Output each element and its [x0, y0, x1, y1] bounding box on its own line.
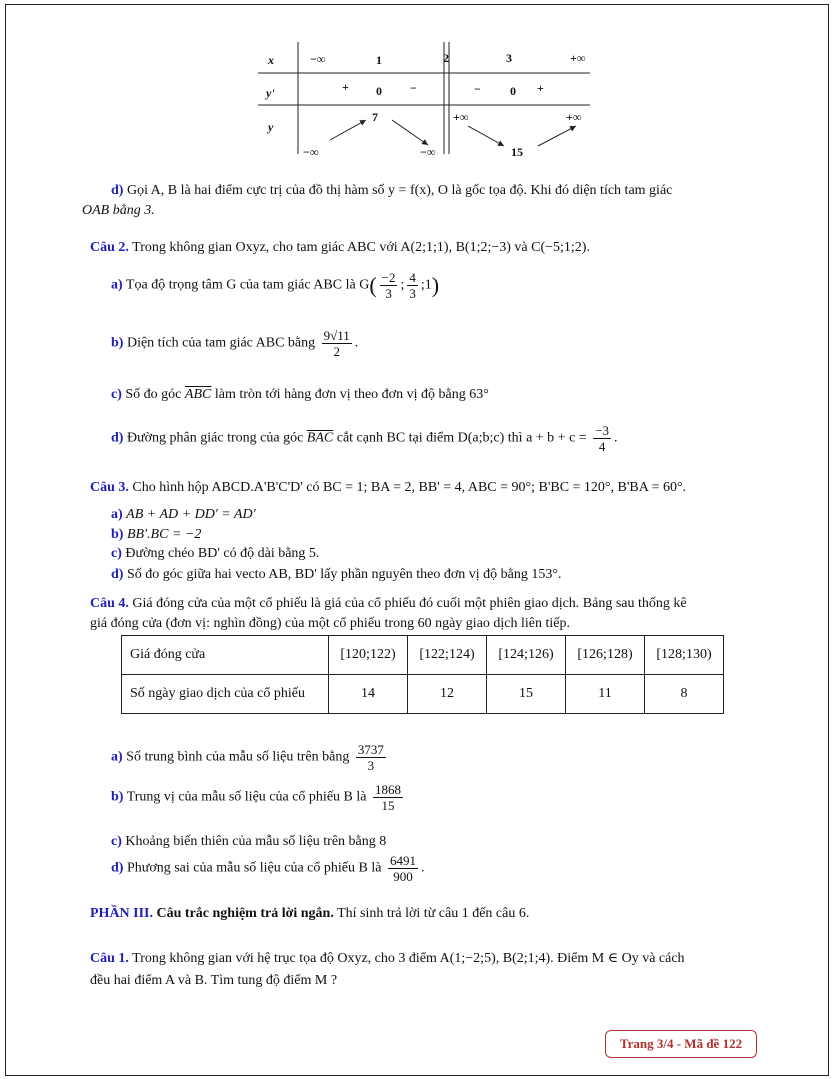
cau4-b-frac: $\frac{1868}{15}$: [374, 782, 401, 813]
table-cell: [126;128): [566, 636, 645, 675]
vt-y-minf-left: −∞: [303, 145, 319, 159]
table-cell: 8: [645, 675, 724, 714]
cau2-d-frac: $\frac{-3}{4}$: [595, 423, 610, 454]
cau4-b: [111, 782, 406, 813]
cau4-a: [111, 742, 389, 773]
vt-sign-4: 0: [510, 84, 516, 98]
page-number-badge: Trang 3/4 - Mã đề 122: [605, 1030, 757, 1058]
vt-x-0: −∞: [310, 52, 326, 66]
vt-sign-1: 0: [376, 84, 382, 98]
cau3-stem-text: Cho hình hộp ABCD.A'B'C'D' có BC = 1; BA = 2, BB' = 4,: [132, 480, 466, 495]
cau3-c: [111, 546, 319, 562]
cau3-a-label: a): [111, 507, 123, 522]
cau3-b: [111, 527, 201, 543]
part3-desc: Thí sinh trả lời từ câu 1 đến câu 6.: [337, 906, 530, 921]
vt-y-pinf-right: +∞: [566, 110, 582, 124]
cau4-d-frac: $\frac{6491}{900}$: [389, 853, 416, 884]
cau2-a-frac1: $\frac{-2}{3}$: [381, 270, 396, 301]
cau2-a: a) Tọa độ trọng tâm G của tam giác ABC là G( $\frac{-2}{3}$ ; $\frac{4}{3}$ ;1): [111, 270, 440, 301]
q1d-label: d): [111, 183, 124, 198]
cau3-d-label: d): [111, 567, 124, 582]
vt-y-min: 15: [511, 145, 523, 159]
vt-x-3: 3: [506, 51, 512, 65]
table-cell: 14: [329, 675, 408, 714]
cau2-c-angle: $\overline{ABC}$: [184, 387, 212, 402]
part3-title: Câu trắc nghiệm trả lời ngắn.: [156, 906, 334, 921]
cau2-stem-text: Trong không gian Oxyz, cho tam giác ABC với A(2;1;1), B(1;2;−3) và C(−5;1;2).: [132, 240, 590, 255]
vt-yp-label: y': [266, 86, 275, 100]
cau2-stem: [90, 240, 590, 256]
stock-price-table: [121, 635, 724, 714]
vt-x-4: +∞: [570, 51, 586, 65]
cau4-label: Câu 4.: [90, 596, 129, 611]
cau4-a-label: a): [111, 749, 123, 765]
cau3-stem: [90, 480, 686, 496]
cau2-d-angle: $\overline{BAC}$: [306, 430, 334, 446]
cau4-d-label: d): [111, 860, 124, 876]
vt-sign-3: −: [474, 82, 481, 96]
p3q1-label: Câu 1.: [90, 951, 129, 966]
vt-sign-0: +: [342, 80, 349, 94]
cau4-a-frac: $\frac{3737}{3}$: [357, 742, 384, 773]
table-cell: [122;124): [408, 636, 487, 675]
cau4-b-text: Trung vị của mẫu số liệu của cổ phiếu B là: [126, 789, 367, 805]
cau2-c-text1: Số đo góc: [125, 387, 182, 402]
table-cell: [124;126): [487, 636, 566, 675]
table-header-price: Giá đóng cửa: [122, 636, 329, 675]
vt-y-minf-2: −∞: [420, 145, 436, 159]
cau3-a-text: AB + AD + DD' = AD': [126, 507, 256, 522]
cau2-b: b) Diện tích của tam giác ABC bằng $\frac{9√11}{2}$ .: [111, 328, 359, 359]
vt-sign-5: +: [537, 81, 544, 95]
cau2-d: d) Đường phân giác trong của góc $\overline{BAC}$ cắt cạnh BC tại điểm D(a;b;c) thì a + b + c = $\frac{-3}{4}$ .: [111, 423, 618, 454]
table-cell: [120;122): [329, 636, 408, 675]
cau3-b-label: b): [111, 527, 124, 542]
cau4-c-label: c): [111, 834, 122, 849]
table-header-days: Số ngày giao dịch của cổ phiếu: [122, 675, 329, 714]
cau4-c: [111, 834, 386, 850]
cau2-a-text: Tọa độ trọng tâm G của tam giác ABC là G: [125, 277, 370, 293]
cau3-label: Câu 3.: [90, 480, 129, 495]
p3q1-line1: [90, 950, 685, 967]
p3q1-line2: đều hai điểm A và B. Tìm tung độ điểm M ?: [90, 973, 338, 988]
cau2-c-label: c): [111, 387, 122, 402]
table-cell: [128;130): [645, 636, 724, 675]
table-cell: 11: [566, 675, 645, 714]
table-row: [122, 675, 724, 714]
cau4-d-text: Phương sai của mẫu số liệu của cổ phiếu B là: [126, 860, 382, 876]
cau3-a: [111, 507, 256, 523]
cau2-d-label: d): [111, 430, 124, 446]
q1d-line1: [111, 183, 672, 199]
q1d-text: Gọi A, B là hai điểm cực trị của đồ thị hàm số y = f(x), O là gốc tọa độ. Khi đó diện tích tam giác: [126, 183, 673, 198]
vt-y-pinf-2: +∞: [453, 110, 469, 124]
vt-x-label: x: [268, 53, 274, 67]
cau2-b-frac: $\frac{9√11}{2}$: [323, 328, 350, 359]
vt-y-label: y: [268, 120, 274, 134]
vt-x-1: 1: [376, 53, 382, 67]
cau2-a-label: a): [111, 277, 123, 293]
cau3-d: [111, 567, 561, 583]
vt-x-2: 2: [443, 51, 449, 65]
cau3-c-label: c): [111, 546, 122, 561]
cau4-stem1-text: Giá đóng cửa của một cổ phiếu là giá của cổ phiếu đó cuối một phiên giao dịch. Bảng sau thống kê: [132, 596, 687, 611]
cau2-b-label: b): [111, 335, 124, 351]
p3q1-text1: Trong không gian với hệ trục tọa độ Oxyz, cho 3 điểm A(1;−2;5), B(2;1;4). Điểm M ∈ Oy và cách: [132, 951, 685, 966]
q1d-line2: OAB bằng 3.: [82, 203, 155, 218]
cau2-a-frac2: $\frac{4}{3}$: [409, 270, 416, 301]
table-cell: 12: [408, 675, 487, 714]
variation-table-lines: [258, 42, 598, 162]
cau2-label: Câu 2.: [90, 240, 129, 255]
cau2-a-tail: ;1: [420, 277, 432, 293]
cau4-c-text: Khoảng biến thiên của mẫu số liệu trên bằng 8: [125, 834, 387, 849]
table-cell: 15: [487, 675, 566, 714]
part3-label: PHẦN III.: [90, 906, 154, 921]
part3-heading: [90, 906, 529, 922]
cau2-d-text2: cắt cạnh BC tại điểm D(a;b;c) thì a + b + c =: [336, 430, 587, 446]
cau4-stem1: [90, 596, 687, 612]
cau3-c-text: Đường chéo BD' có độ dài bằng 5.: [125, 546, 320, 561]
cau2-d-text1: Đường phân giác trong của góc: [126, 430, 304, 446]
cau2-c: [111, 387, 489, 403]
cau2-c-text2: làm tròn tới hàng đơn vị theo đơn vị độ bằng 63°: [214, 387, 489, 402]
cau4-d: d) Phương sai của mẫu số liệu của cổ phiếu B là $\frac{6491}{900}$ .: [111, 853, 425, 884]
cau3-d-text: Số đo góc giữa hai vecto AB, BD' lấy phần nguyên theo đơn vị độ bằng 153°.: [126, 567, 562, 582]
cau4-b-label: b): [111, 789, 124, 805]
table-row: [122, 636, 724, 675]
cau2-b-text: Diện tích của tam giác ABC bằng: [126, 335, 316, 351]
cau3-stem-angles: ABC = 90°; B'BC = 120°, B'BA = 60°.: [467, 480, 687, 495]
vt-y-max: 7: [372, 110, 378, 124]
cau4-stem2: giá đóng cửa (đơn vị: nghìn đồng) của một cổ phiếu trong 60 ngày giao dịch liên tiếp.: [90, 616, 570, 631]
vt-sign-2: −: [410, 81, 417, 95]
cau4-a-text: Số trung bình của mẫu số liệu trên bằng: [126, 749, 350, 765]
cau3-b-text: BB'.BC = −2: [126, 527, 202, 542]
